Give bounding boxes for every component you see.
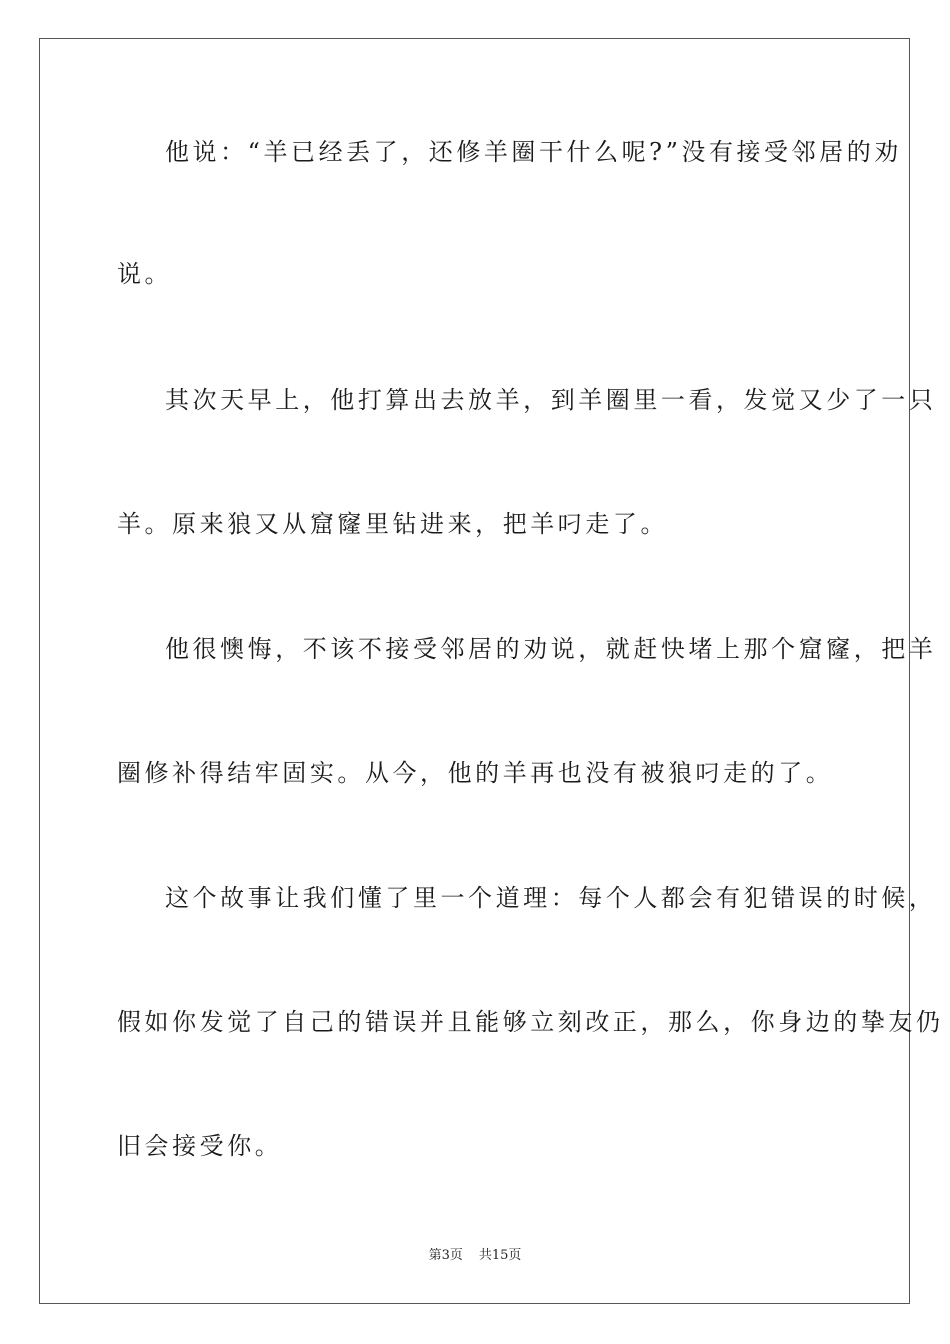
page-number: 第3页 bbox=[428, 1248, 463, 1263]
paragraph-2-line-2: 羊。原来狼又从窟窿里钻进来，把羊叼走了。 bbox=[117, 510, 668, 538]
paragraph-4-line-3: 旧会接受你。 bbox=[117, 1132, 283, 1160]
paragraph-4-line-1: 这个故事让我们懂了里一个道理：每个人都会有犯错误的时候， bbox=[165, 884, 937, 912]
paragraph-3-line-2: 圈修补得结牢固实。从今，他的羊再也没有被狼叼走的了。 bbox=[117, 759, 834, 787]
paragraph-4-line-2: 假如你发觉了自己的错误并且能够立刻改正，那么，你身边的挚友仍 bbox=[117, 1008, 944, 1036]
paragraph-1-line-1: 他说：“羊已经丢了，还修羊圈干什么呢?”没有接受邻居的劝 bbox=[165, 138, 902, 166]
page-footer bbox=[0, 1247, 950, 1265]
page-border bbox=[39, 38, 910, 1304]
paragraph-3-line-1: 他很懊悔，不该不接受邻居的劝说，就赶快堵上那个窟窿，把羊 bbox=[165, 635, 937, 663]
paragraph-1-line-2: 说。 bbox=[117, 260, 173, 288]
paragraph-2-line-1: 其次天早上，他打算出去放羊，到羊圈里一看，发觉又少了一只 bbox=[165, 386, 937, 414]
total-pages: 共15页 bbox=[478, 1248, 522, 1263]
